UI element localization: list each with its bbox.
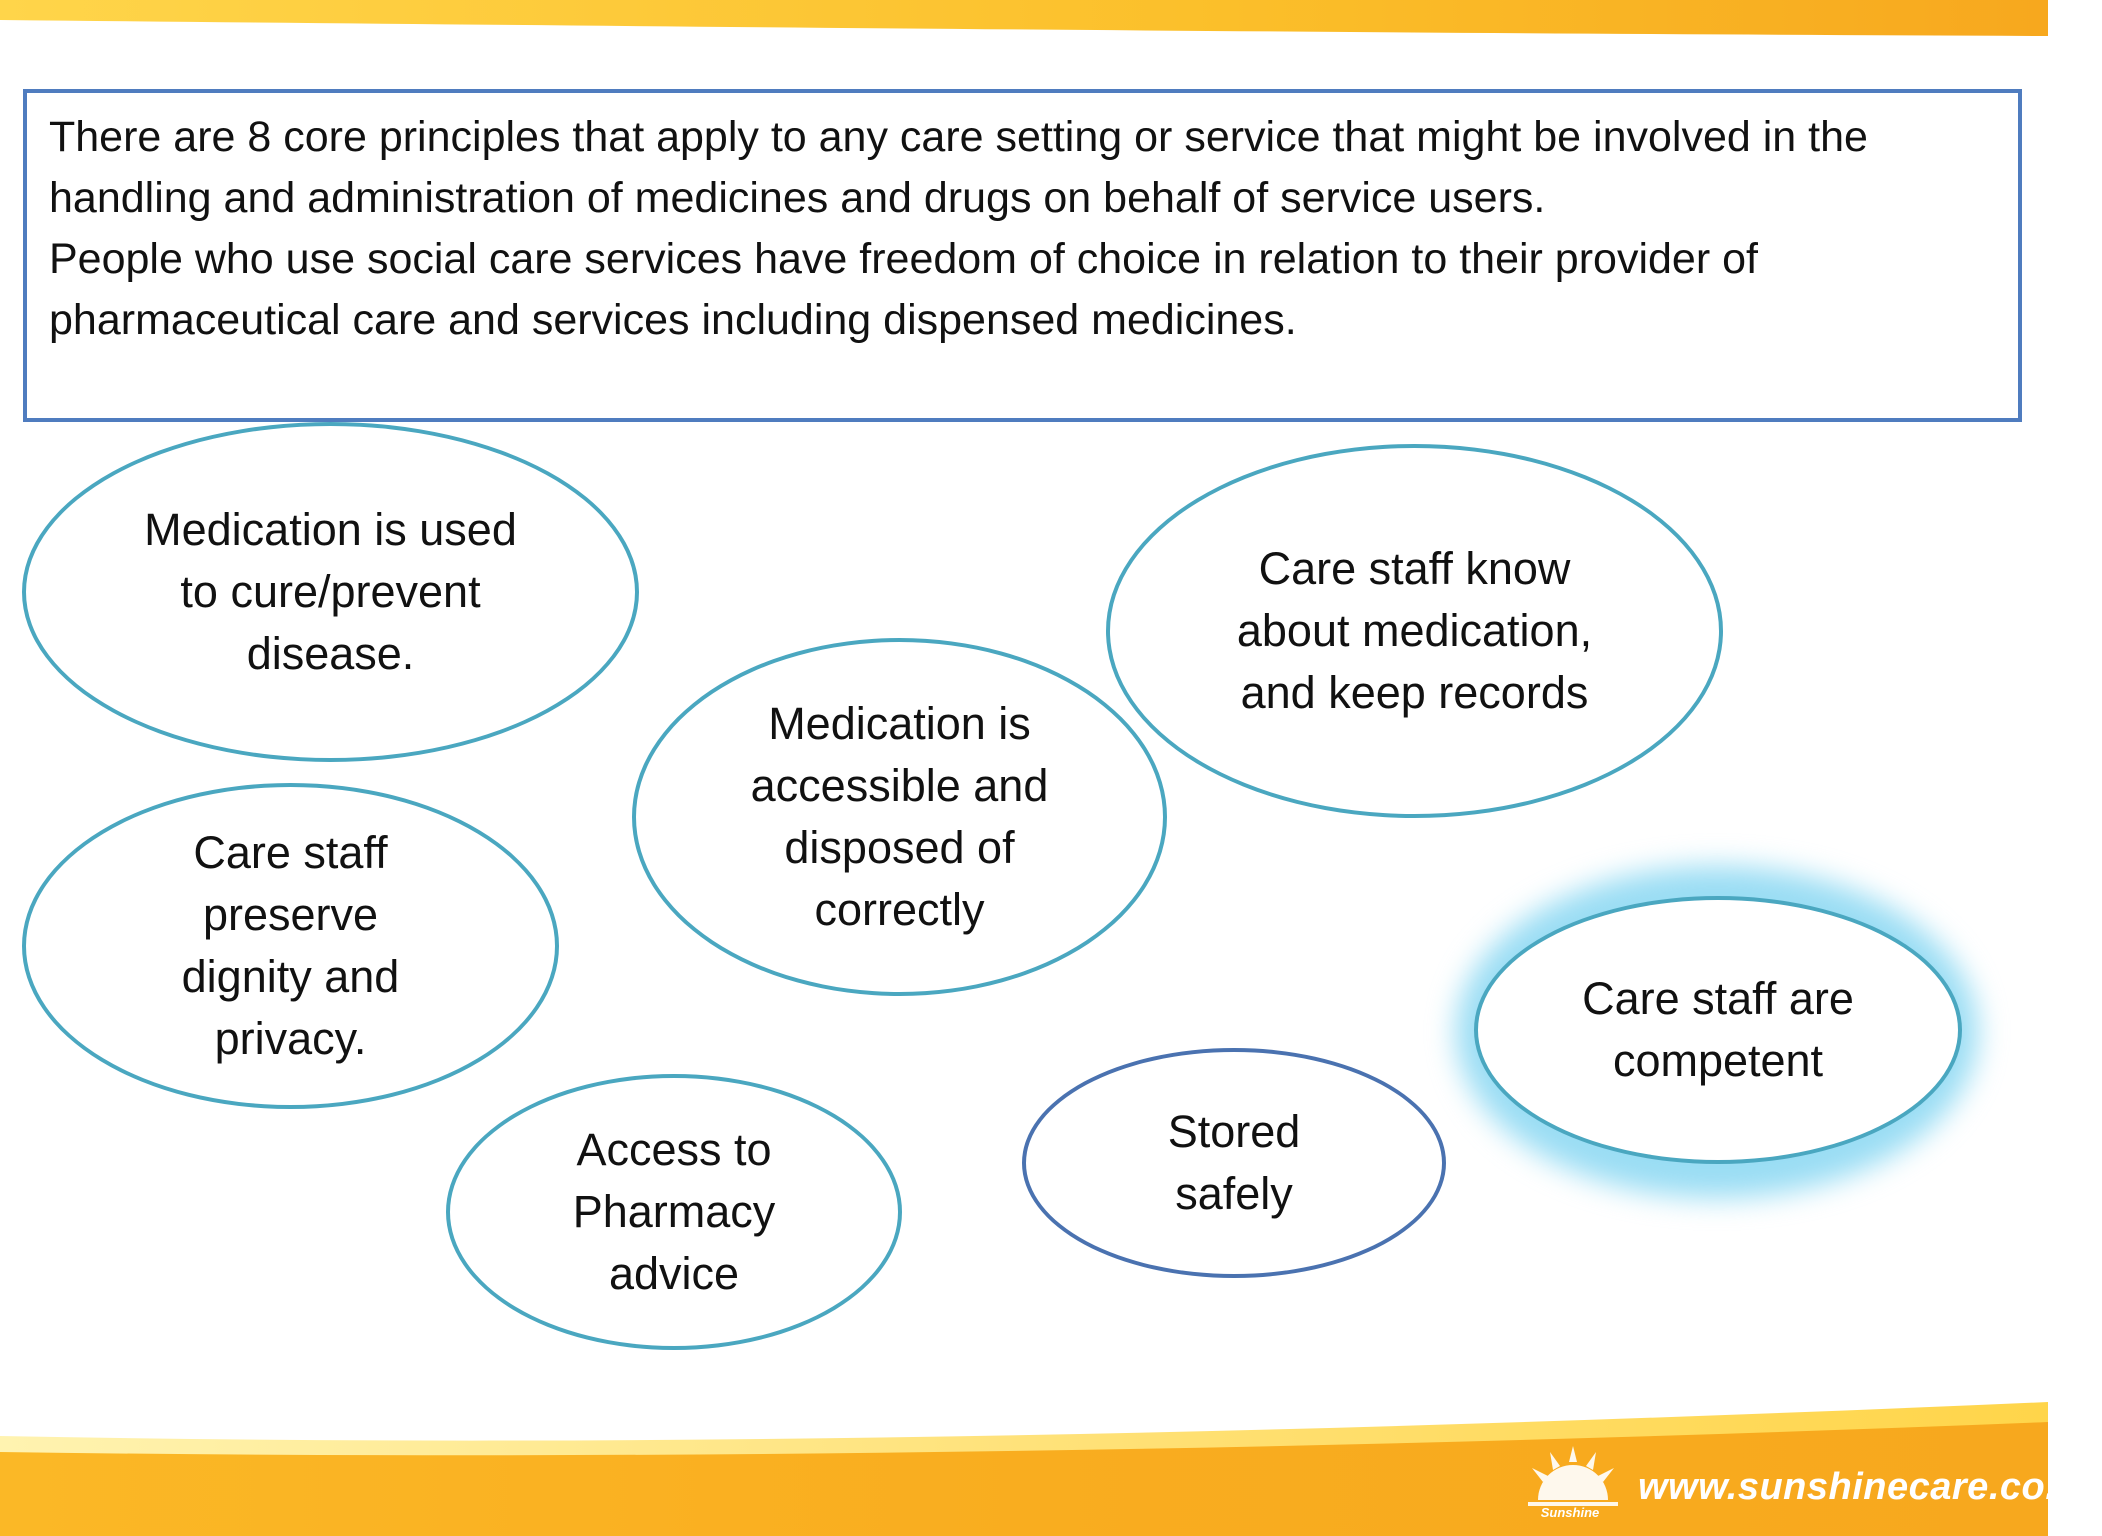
intro-paragraph-1: There are 8 core principles that apply to any care setting or service that might be involved in the handling and administration of medicines and drugs on behalf of service users.: [49, 113, 1868, 222]
intro-paragraph-2: People who use social care services have freedom of choice in relation to their provider of pharmaceutical care and services including dispensed medicines.: [49, 235, 1758, 344]
principle-text: Access to Pharmacy advice: [572, 1124, 776, 1299]
principle-text: Care staff preserve dignity and privacy.: [181, 827, 400, 1064]
principle-text: Stored safely: [1167, 1106, 1301, 1219]
intro-text-box: [23, 89, 2022, 422]
principle-oval-cure-prevent: [22, 422, 639, 762]
principle-oval-stored-safely: [1022, 1048, 1446, 1278]
footer-website-url[interactable]: www.sunshinecare.co.uk: [1638, 1466, 2102, 1508]
principle-oval-pharmacy-advice: [446, 1074, 902, 1350]
principle-text: Care staff know about medication, and keep records: [1236, 543, 1593, 718]
principle-oval-staff-competent: [1474, 896, 1962, 1164]
principle-oval-dignity-privacy: [22, 783, 559, 1109]
principle-oval-accessible-disposed: [632, 638, 1167, 996]
principle-oval-know-medication-records: [1106, 444, 1723, 818]
principle-text: Medication is used to cure/prevent disease.: [144, 504, 517, 679]
principle-text: Medication is accessible and disposed of correctly: [750, 698, 1049, 935]
top-decorative-band: [0, 0, 2048, 60]
logo-wordmark: Sunshine: [1540, 1505, 1600, 1520]
principle-text: Care staff are competent: [1582, 973, 1854, 1086]
